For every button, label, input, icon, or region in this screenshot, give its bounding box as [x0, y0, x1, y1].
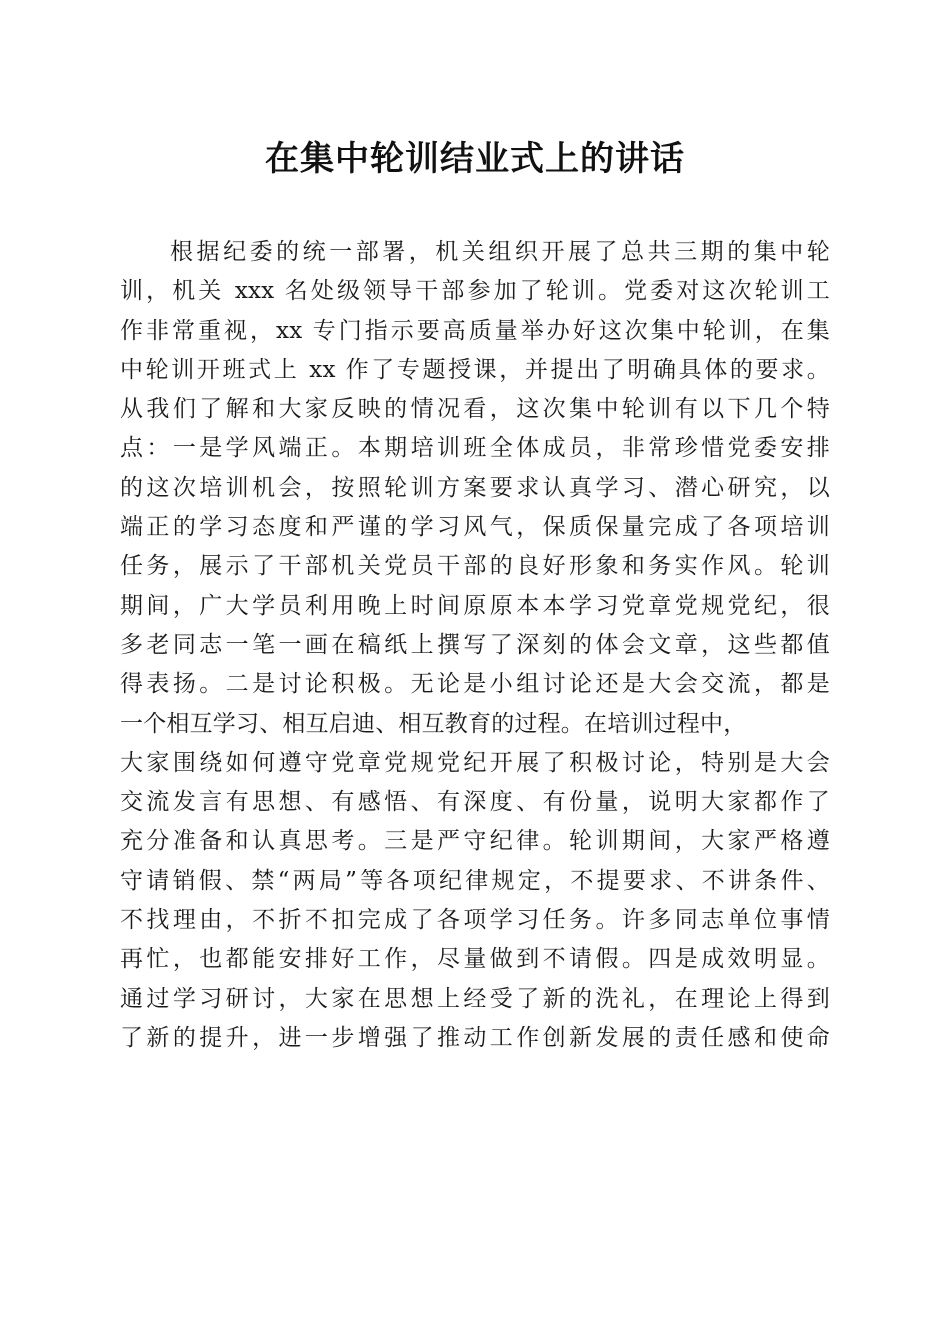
body-line: 训，机关 xxx 名处级领导干部参加了轮训。党委对这次轮训工: [120, 278, 830, 305]
body-line: 期间，广大学员利用晚上时间原原本本学习党章党规党纪，很: [120, 592, 830, 619]
body-line: 交流发言有思想、有感悟、有深度、有份量，说明大家都作了: [120, 789, 830, 816]
body-line: 根据纪委的统一部署，机关组织开展了总共三期的集中轮: [170, 239, 830, 265]
body-line: 大家围绕如何遵守党章党规党纪开展了积极讨论，特别是大会: [120, 749, 830, 776]
body-line: 一个相互学习、相互启迪、相互教育的过程。在培训过程中，: [120, 710, 747, 737]
body-line: 了新的提升，进一步增强了推动工作创新发展的责任感和使命: [120, 1024, 830, 1051]
document-title: 在集中轮训结业式上的讲话: [265, 139, 685, 179]
body-line: 守请销假、禁“两局”等各项纪律规定，不提要求、不讲条件、: [120, 867, 830, 894]
body-line: 的这次培训机会，按照轮训方案要求认真学习、潜心研究，以: [120, 474, 830, 501]
document-body: [120, 233, 830, 1058]
body-line: 不找理由，不折不扣完成了各项学习任务。许多同志单位事情: [120, 907, 830, 934]
body-line: 多老同志一笔一画在稿纸上撰写了深刻的体会文章，这些都值: [120, 631, 830, 658]
body-line: 得表扬。二是讨论积极。无论是小组讨论还是大会交流，都是: [120, 671, 830, 698]
body-line: 任务，展示了干部机关党员干部的良好形象和务实作风。轮训: [120, 553, 830, 580]
body-line: 通过学习研讨，大家在思想上经受了新的洗礼，在理论上得到: [120, 985, 830, 1012]
body-line: 从我们了解和大家反映的情况看，这次集中轮训有以下几个特: [120, 396, 830, 423]
body-line: 再忙，也都能安排好工作，尽量做到不请假。四是成效明显。: [120, 946, 830, 973]
body-line: 点：一是学风端正。本期培训班全体成员，非常珍惜党委安排: [120, 435, 830, 462]
body-line: 端正的学习态度和严谨的学习风气，保质保量完成了各项培训: [120, 514, 830, 541]
body-line: 充分准备和认真思考。三是严守纪律。轮训期间，大家严格遵: [120, 828, 830, 855]
body-line: 作非常重视，xx 专门指示要高质量举办好这次集中轮训，在集: [120, 317, 830, 344]
body-line: 中轮训开班式上 xx 作了专题授课，并提出了明确具体的要求。: [120, 356, 830, 383]
